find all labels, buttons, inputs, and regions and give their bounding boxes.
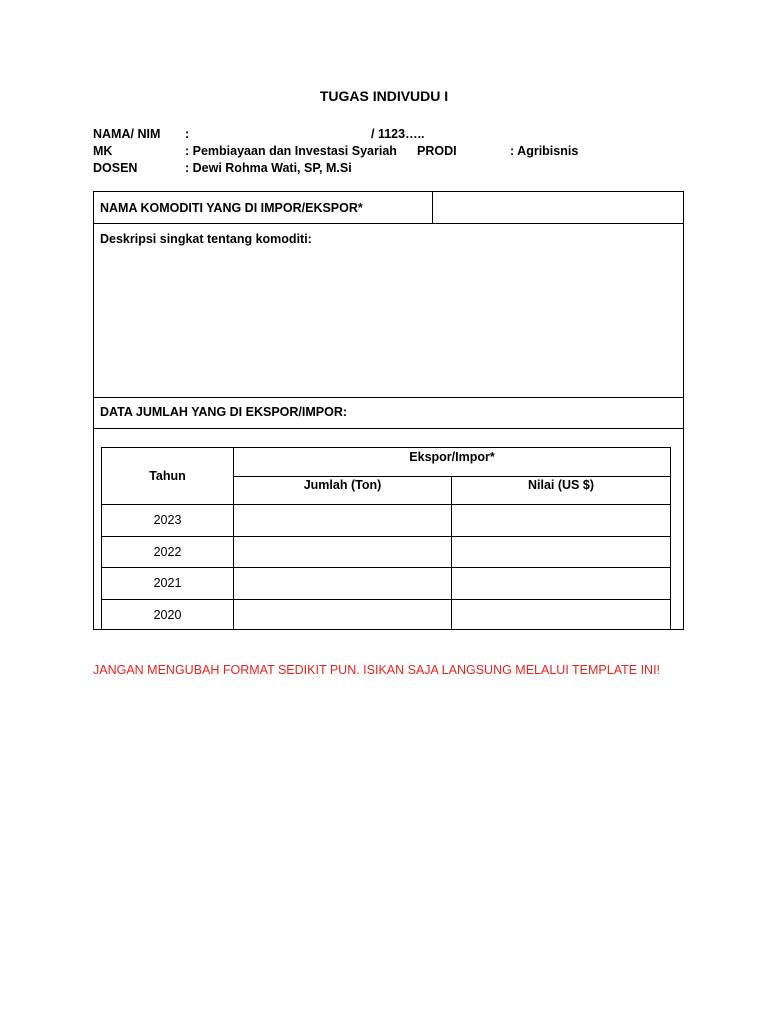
row-tahun: 2023	[102, 504, 234, 536]
data-label: DATA JUMLAH YANG DI EKSPOR/IMPOR:	[100, 405, 348, 419]
row-nilai-input[interactable]	[452, 504, 671, 536]
row-nilai-input[interactable]	[452, 536, 671, 567]
table-row	[102, 504, 670, 536]
group-header-ekspor-impor: Ekspor/Impor*	[234, 448, 671, 476]
deskripsi-area[interactable]	[94, 252, 683, 397]
row-nilai-input[interactable]	[452, 567, 671, 599]
komoditi-label: NAMA KOMODITI YANG DI IMPOR/EKSPOR*	[100, 201, 363, 215]
assignment-form	[93, 191, 684, 630]
row-tahun: 2020	[102, 599, 234, 630]
col-header-nilai: Nilai (US $)	[452, 476, 671, 504]
mk-value: : Pembiayaan dan Investasi Syariah	[185, 144, 397, 158]
export-import-table	[101, 447, 671, 630]
row-jumlah-input[interactable]	[234, 567, 452, 599]
row-tahun: 2022	[102, 536, 234, 567]
row-jumlah-input[interactable]	[234, 599, 452, 630]
row-divider	[94, 428, 683, 429]
row-nilai-input[interactable]	[452, 599, 671, 630]
nim-suffix[interactable]: / 1123…..	[371, 127, 425, 141]
table-row	[102, 599, 670, 630]
row-jumlah-input[interactable]	[234, 536, 452, 567]
document-title: TUGAS INDIVUDU I	[319, 88, 449, 104]
nama-colon: :	[185, 127, 190, 141]
dosen-label: DOSEN	[93, 161, 138, 175]
col-header-tahun: Tahun	[102, 448, 234, 504]
nama-nim-label: NAMA/ NIM	[93, 127, 161, 141]
prodi-value: : Agribisnis	[510, 144, 579, 158]
row-divider	[94, 223, 683, 224]
deskripsi-label: Deskripsi singkat tentang komoditi:	[100, 232, 312, 246]
student-info	[93, 126, 693, 178]
table-row	[102, 536, 670, 567]
mk-label: MK	[93, 144, 113, 158]
komoditi-divider	[432, 192, 433, 223]
komoditi-input[interactable]	[438, 201, 674, 217]
table-row	[102, 567, 670, 599]
dosen-value: : Dewi Rohma Wati, SP, M.Si	[185, 161, 352, 175]
col-header-jumlah: Jumlah (Ton)	[234, 476, 452, 504]
row-jumlah-input[interactable]	[234, 504, 452, 536]
format-warning: JANGAN MENGUBAH FORMAT SEDIKIT PUN. ISIKAN SAJA LANGSUNG MELALUI TEMPLATE INI!	[93, 663, 661, 677]
row-divider	[94, 397, 683, 398]
prodi-label: PRODI	[417, 144, 457, 158]
row-tahun: 2021	[102, 567, 234, 599]
